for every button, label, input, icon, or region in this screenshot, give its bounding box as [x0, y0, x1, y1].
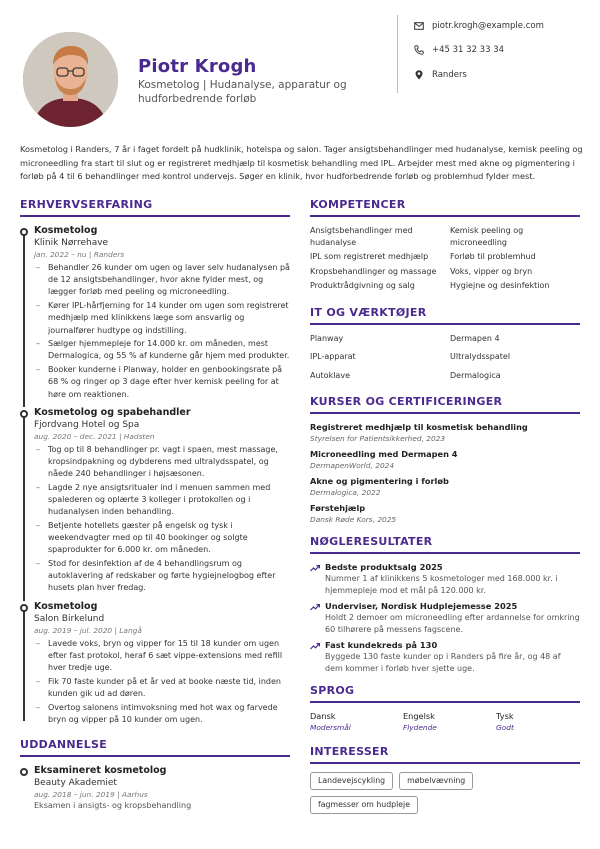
phone-icon [414, 45, 424, 55]
section-title-languages: SPROG [310, 684, 580, 703]
job-bullet: – Betjente hotellets gæster på engelsk og tysk i weekendvagter med op til 40 bookinger og solgte spaprodukter for 6.000 kr. om måneden. [34, 520, 290, 557]
achievement-item [310, 562, 580, 596]
language-level: Flydende [403, 723, 437, 732]
section-title-experience: ERHVERVSERFARING [20, 198, 290, 217]
section-title-courses: KURSER OG CERTIFICERINGER [310, 395, 580, 414]
tools-grid [310, 333, 580, 382]
language-name: Tysk [496, 711, 514, 721]
tool-item: Planway [310, 333, 344, 343]
contact-email[interactable] [414, 21, 544, 31]
education-title: Eksamineret kosmetolog [34, 765, 167, 777]
timeline-dot [20, 228, 28, 236]
job-bullet: – Sælger hjemmepleje for 14.000 kr. om måneden, mest Dermalogica, og 55 % af kunderne går hjem med produkter. [34, 338, 290, 362]
education-meta: aug. 2018 – jun. 2019 | Aarhus [34, 790, 148, 800]
interest-tag: fagmesser om hudpleje [310, 796, 418, 814]
phone-text: +45 31 32 33 34 [432, 45, 505, 55]
left-column [20, 198, 290, 812]
job-entry [20, 601, 290, 726]
job-organization: Salon Birkelund [34, 613, 105, 624]
skill-item: Forløb til problemhud [450, 252, 536, 261]
timeline-rail [23, 609, 25, 721]
job-bullet: – Booker kunderne i Planway, holder en genbookingsrate på 68 % og ringer op 3 dage efter hver kemisk peeling for at høre om reaktionen. [34, 364, 290, 401]
job-bullet: – Kører IPL-hårfjerning for 14 kunder om ugen som registreret medhjælp med klinikkens læge som ansvarlig og journalfører hudtype og indstilling. [34, 300, 290, 337]
tool-item: IPL-apparat [310, 352, 356, 361]
skills-grid [310, 225, 580, 292]
language-name: Dansk [310, 711, 336, 721]
education-note: Eksamen i ansigts- og kropsbehandling [34, 801, 192, 811]
profile-photo [23, 32, 118, 127]
job-meta: aug. 2019 – jul. 2020 | Langå [34, 625, 142, 635]
skill-item: Hygiejne og desinfektion [450, 281, 550, 290]
header-divider [397, 15, 398, 93]
achievement-title: Bedste produktsalg 2025 [325, 562, 443, 572]
timeline-dot [20, 410, 28, 418]
skill-item: Produktrådgivning og salg [310, 281, 415, 290]
skill-item: Kropsbehandlinger og massage [310, 266, 437, 276]
courses-list [310, 422, 580, 525]
timeline-dot [20, 604, 28, 612]
education-organization: Beauty Akademiet [34, 778, 117, 789]
tool-item: Ultralydsspatel [450, 352, 511, 361]
job-bullet: – Stod for desinfektion af de 4 behandlingsrum og autoklavering af redskaber og førte hygiejnelogbog efter husets plan hver fredag. [34, 558, 290, 595]
job-title: Kosmetolog [34, 600, 98, 612]
language-item [310, 711, 403, 733]
language-level: Modersmål [310, 723, 351, 732]
trend-up-icon [310, 603, 320, 611]
job-bullet: – Overtog salonens intimvoksning med hot wax og farvede bryn og vipper på 10 kunder om ugen. [34, 702, 290, 726]
job-title: Kosmetolog og spabehandler [34, 406, 191, 418]
section-title-education: UDDANNELSE [20, 738, 290, 757]
job-organization: Fjordvang Hotel og Spa [34, 419, 140, 430]
job-bullets [34, 638, 290, 726]
job-bullet: – Lavede voks, bryn og vipper for 15 til 18 kunder om ugen efter fast protokol, heraf 6 sæt vippe-extensions med refill hver tredje uge. [34, 638, 290, 675]
job-bullet: – Fik 70 faste kunder på et år ved at booke næste tid, inden kunden gik ud ad døren. [34, 676, 290, 700]
education-entry [20, 765, 290, 812]
job-entry [20, 407, 290, 595]
job-organization: Klinik Nørrehave [34, 238, 109, 248]
tool-item: Dermalogica [450, 370, 501, 380]
course-title: Førstehjælp [310, 503, 366, 513]
section-title-skills: KOMPETENCER [310, 198, 580, 217]
job-entry [20, 225, 290, 401]
timeline-rail [23, 233, 25, 407]
job-bullet: – Tog op til 8 behandlinger pr. vagt i spaen, mest massage, kropsindpakning og dybderens med ultralydsspatel, og nåede 240 behandlinger i højsæsonen. [34, 444, 290, 481]
job-title: Kosmetolog [34, 225, 98, 236]
language-item [403, 711, 496, 733]
language-name: Engelsk [403, 711, 435, 721]
course-meta: Dermalogica, 2022 [310, 488, 381, 497]
job-bullet: – Lagde 2 nye ansigtsritualer ind i menuen sammen med spalederen og oplærte 3 kolleger i protokollen og i hudanalysen inden behandling. [34, 482, 290, 519]
email-text: piotr.krogh@example.com [432, 21, 544, 31]
skill-item: Voks, vipper og bryn [450, 266, 533, 276]
trend-up-icon [310, 564, 320, 572]
right-column [310, 198, 580, 814]
course-meta: DermapenWorld, 2024 [310, 461, 395, 470]
tool-item: Autoklave [310, 370, 350, 380]
course-title: Registreret medhjælp til kosmetisk behandling [310, 422, 528, 432]
course-title: Akne og pigmentering i forløb [310, 476, 449, 486]
timeline-rail [23, 415, 25, 601]
achievement-description: Byggede 130 faste kunder op i Randers på fire år, og 48 af dem kommer i forløb hver sjette uge. [325, 652, 561, 673]
interest-tag: Landevejscykling [310, 772, 393, 790]
trend-up-icon [310, 642, 320, 650]
location-text: Randers [432, 70, 467, 80]
language-level: Godt [496, 723, 514, 732]
course-meta: Styrelsen for Patientsikkerhed, 2023 [310, 434, 446, 443]
candidate-name: Piotr Krogh [138, 56, 257, 77]
achievement-description: Holdt 2 demoer om microneedling efter ardannelse for omkring 60 tilhørere på messens fagscene. [325, 613, 580, 634]
tool-item: Dermapen 4 [450, 333, 500, 343]
languages-list [310, 711, 580, 733]
achievements-list [310, 562, 580, 674]
location-pin-icon [414, 70, 424, 80]
job-meta: jan. 2022 – nu | Randers [34, 250, 125, 259]
skill-item: Kemisk peeling og microneedling [450, 226, 524, 247]
mail-icon [414, 21, 424, 31]
skill-item: IPL som registreret medhjælp [310, 252, 429, 261]
job-bullets [34, 262, 290, 401]
job-meta: aug. 2020 – dec. 2021 | Hadsten [34, 431, 155, 441]
course-title: Microneedling med Dermapen 4 [310, 449, 458, 459]
interests-list [310, 772, 580, 814]
job-bullets [34, 444, 290, 595]
section-title-interests: INTERESSER [310, 745, 580, 764]
section-title-tools: IT OG VÆRKTØJER [310, 306, 580, 325]
achievement-item [310, 640, 580, 674]
interest-tag: møbelvævning [399, 772, 473, 790]
contact-location [414, 70, 467, 80]
achievement-title: Fast kundekreds på 130 [325, 640, 438, 650]
achievement-title: Underviser, Nordisk Hudplejemesse 2025 [325, 601, 518, 611]
timeline-dot [20, 768, 28, 776]
language-item [496, 711, 580, 733]
achievement-description: Nummer 1 af klinikkens 5 kosmetologer med 168.000 kr. i hjemmepleje mod et mål på 120.000 kr. [325, 574, 558, 595]
contact-phone[interactable] [414, 45, 504, 55]
section-title-achievements: NØGLERESULTATER [310, 535, 580, 554]
achievement-item [310, 601, 580, 635]
skill-item: Ansigtsbehandlinger med hudanalyse [310, 226, 413, 247]
course-meta: Dansk Røde Kors, 2025 [310, 515, 397, 524]
resume-header [0, 0, 600, 140]
job-bullet: – Behandler 26 kunder om ugen og laver selv hudanalysen på de 12 ansigtsbehandlinger, hvor akne fylder mest, og lægger forløb med peeling og microneedling. [34, 262, 290, 299]
candidate-role: Kosmetolog | Hudanalyse, apparatur og hudforbedrende forløb [138, 79, 347, 105]
profile-summary: Kosmetolog i Randers, 7 år i faget fordelt på hudklinik, hotelspa og salon. Tager ansigtsbehandlinger med hudanalyse, kemisk peeling og microneedling fra start til slut og er registreret medhjælp til kosmetisk behandling med IPL. Arbejder mest med akne og pigmentering i forløb på 4 til 6 behandlinger med kontrol undervejs. Søger en klinik, hvor hudforbedrende forløb og problemhud fylder mest. [20, 144, 583, 181]
